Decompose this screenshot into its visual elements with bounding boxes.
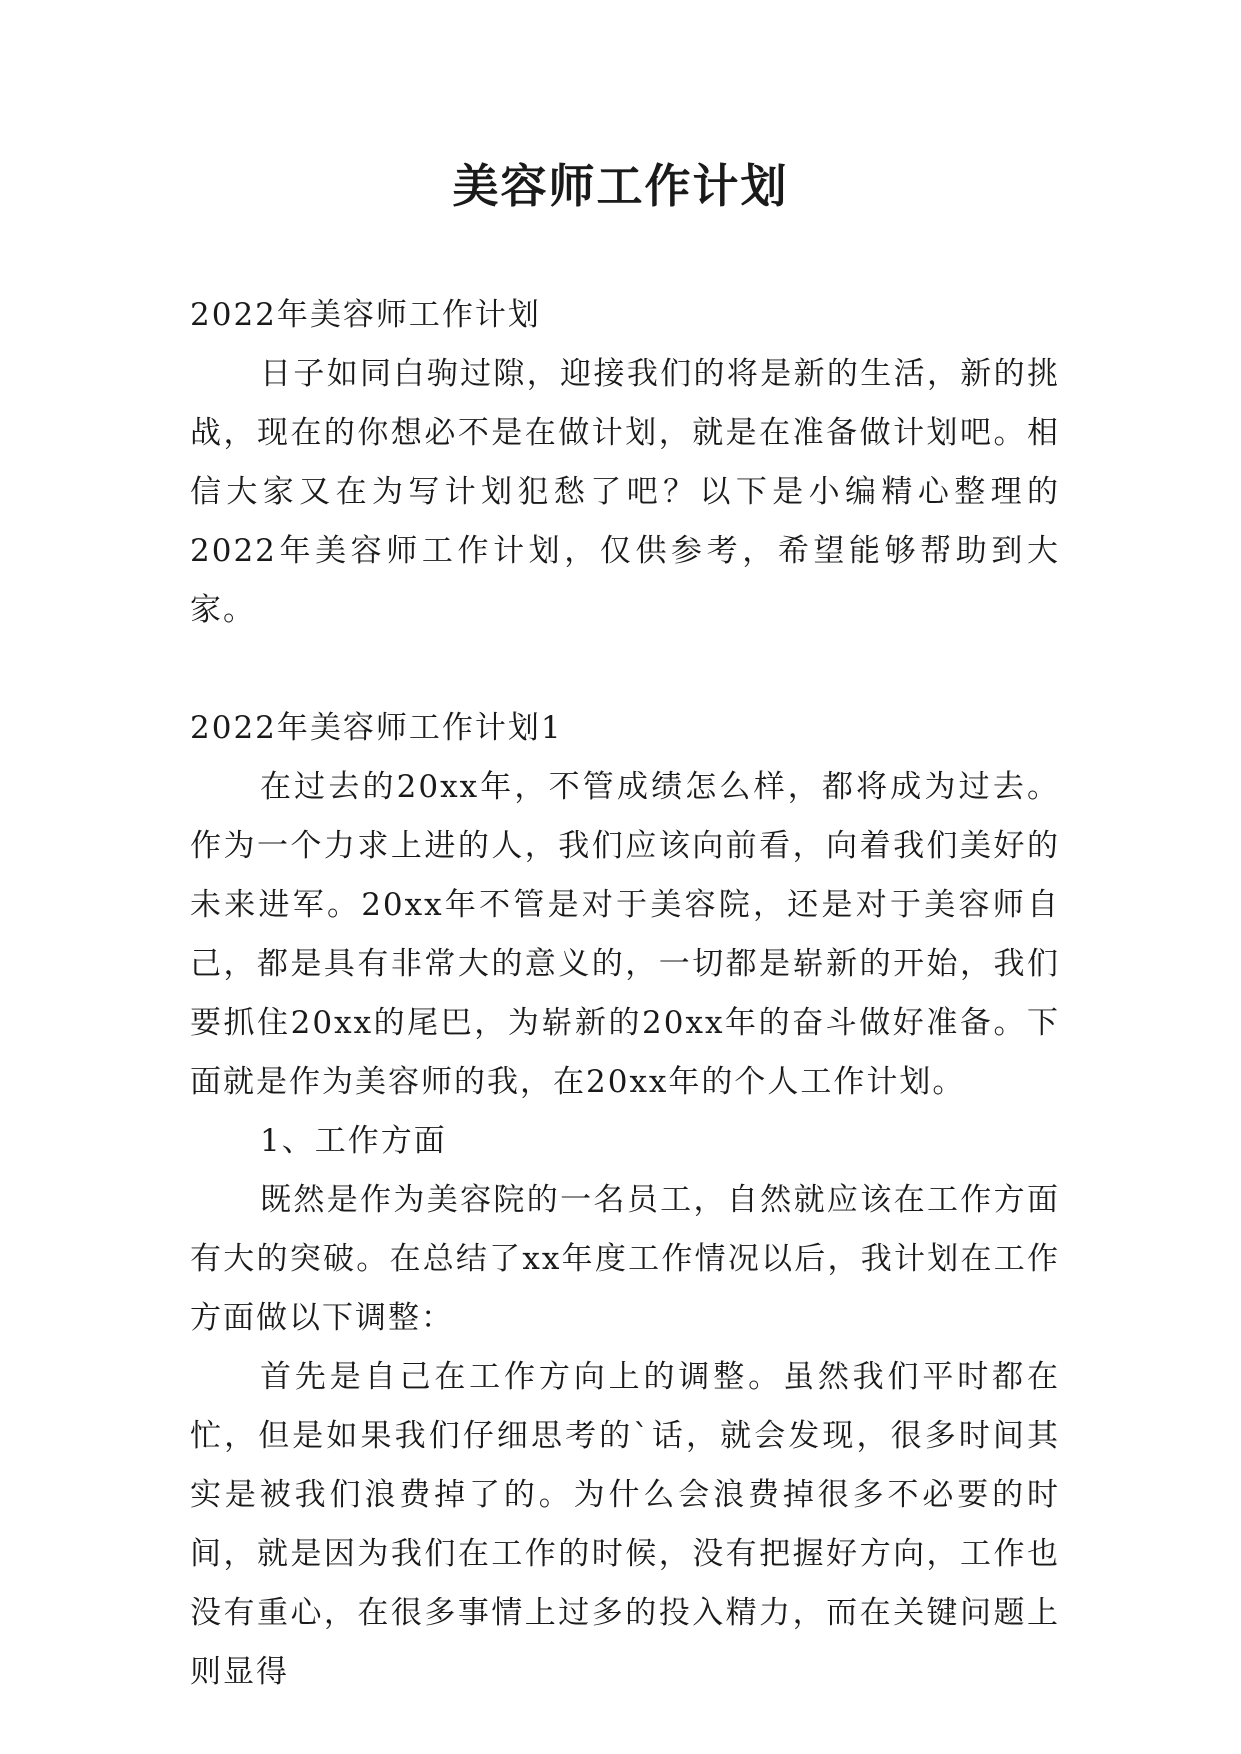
item-heading: 1、工作方面 [260, 1123, 447, 1159]
item-paragraph-2: 首先是自己在工作方向上的调整。虽然我们平时都在忙，但是如果我们仔细思考的`话，就会发现，很多时间其实是被我们浪费掉了的。为什么会浪费掉很多不必要的时间，就是因为我们在工作的时候，没有把握好方向，工作也没有重心，在很多事情上过多的投入精力，而在关键问题上则显得 [190, 1359, 1060, 1690]
subtitle-heading: 2022年美容师工作计划 [190, 297, 541, 333]
document-body [190, 286, 1060, 1702]
section-paragraph: 在过去的20xx年，不管成绩怎么样，都将成为过去。作为一个力求上进的人，我们应该向前看，向着我们美好的未来进军。20xx年不管是对于美容院，还是对于美容师自己，都是具有非常大的意义的，一切都是崭新的开始，我们要抓住20xx的尾巴，为崭新的20xx年的奋斗做好准备。下面就是作为美容师的我，在20xx年的个人工作计划。 [190, 769, 1060, 1100]
intro-paragraph: 日子如同白驹过隙，迎接我们的将是新的生活，新的挑战，现在的你想必不是在做计划，就是在准备做计划吧。相信大家又在为写计划犯愁了吧？以下是小编精心整理的2022年美容师工作计划，仅供参考，希望能够帮助到大家。 [190, 356, 1060, 628]
section-heading: 2022年美容师工作计划1 [190, 710, 563, 746]
document-title: 美容师工作计划 [452, 159, 789, 213]
item-paragraph: 既然是作为美容院的一名员工，自然就应该在工作方面有大的突破。在总结了xx年度工作情况以后，我计划在工作方面做以下调整： [190, 1182, 1060, 1336]
